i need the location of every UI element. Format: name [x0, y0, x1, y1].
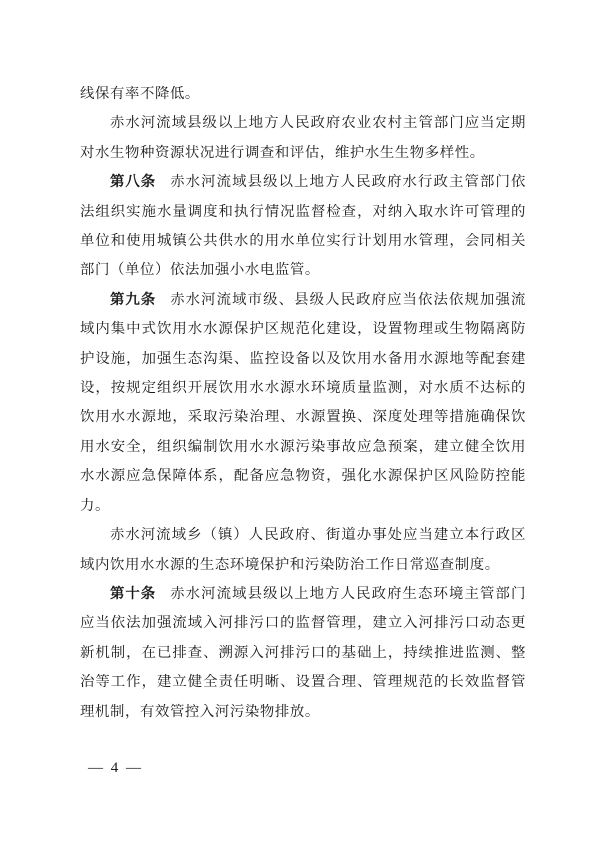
- paragraph-1: 赤水河流域县级以上地方人民政府农业农村主管部门应当定期对水生物种资源状况进行调查和评估，维护水生生物多样性。: [80, 115, 526, 161]
- article-heading: 第八条: [110, 174, 157, 191]
- page-number: — 4 —: [88, 760, 143, 776]
- paragraph-0: 线保有率不降低。: [80, 86, 200, 102]
- document-body: [80, 80, 526, 727]
- article-heading: 第十条: [110, 585, 157, 602]
- paragraph-4: 赤水河流域乡（镇）人民政府、街道办事处应当建立本行政区域内饮用水水源的生态环境保护和污染防治工作日常巡查制度。: [80, 527, 526, 573]
- paragraph-article-9: 第九条 赤水河流域市级、县级人民政府应当依法依规加强流域内集中式饮用水水源保护区规范化建设，设置物理或生物隔离防护设施，加强生态沟渠、监控设备以及饮用水备用水源地等配套建设，按规定组织开展饮用水水源水环境质量监测，对水质不达标的饮用水水源地，采取污染治理、水源置换、深度处理等措施确保饮用水安全，组织编制饮用水水源污染事故应急预案，建立健全饮用水水源应急保障体系，配备应急物资，强化水源保护区风险防控能力。: [80, 291, 526, 514]
- paragraph-article-8: 第八条 赤水河流域县级以上地方人民政府水行政主管部门依法组织实施水量调度和执行情况监督检查，对纳入取水许可管理的单位和使用城镇公共供水的用水单位实行计划用水管理，会同相关部门（单位）依法加强小水电监管。: [80, 174, 526, 279]
- article-heading: 第九条: [110, 291, 157, 308]
- paragraph-article-10: 第十条 赤水河流域县级以上地方人民政府生态环境主管部门应当依法加强流域入河排污口的监督管理，建立入河排污口动态更新机制，在已排查、溯源入河排污口的基础上，持续推进监测、整治等工作，建立健全责任明晰、设置合理、管理规范的长效监督管理机制，有效管控入河污染物排放。: [80, 585, 526, 720]
